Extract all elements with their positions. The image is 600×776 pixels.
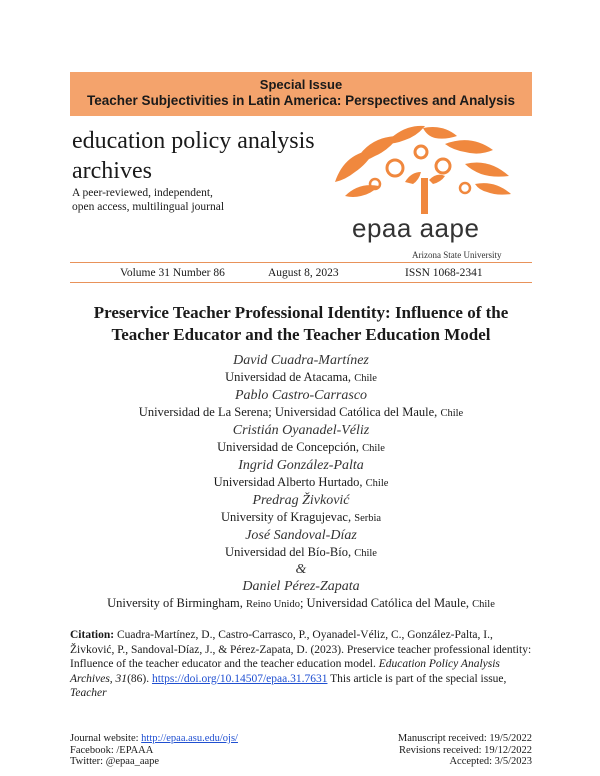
journal-title [72,126,332,186]
author-affiliation [70,595,532,613]
epaa-tree-logo-icon [325,122,525,214]
affiliation-country: Chile [362,443,385,454]
logo-wordmark: epaa aape [352,213,480,243]
logo-leaf [429,175,445,184]
journal-description [72,186,242,214]
affiliation-country: Chile [354,373,377,384]
article-title [70,302,532,346]
logo-swirl [387,160,403,176]
citation-block [70,628,532,701]
footer-dates [332,733,532,768]
author-affiliation [70,404,532,422]
logo-leaf [465,163,509,177]
affiliation-institution: Universidad de Atacama, [225,370,352,384]
author-name: David Cuadra-Martínez [233,353,369,368]
manuscript-received: Manuscript received: 19/5/2022 [397,733,532,744]
journal-website [70,733,238,745]
author-affiliation [70,369,532,387]
author-affiliation [70,509,532,527]
article-title-line2: Teacher Educator and the Teacher Education Model [111,325,491,344]
footer-contact [70,733,238,768]
logo-swirl [436,159,450,173]
bottom-divider [70,282,532,283]
journal-description-line1: A peer-reviewed, independent, [72,187,213,199]
author-name: Cristián Oyanadel-Véliz [232,423,370,438]
logo-leaf [423,127,457,139]
logo-swirl [460,183,470,193]
article-title-line1: Preservice Teacher Professional Identity: Influence of the [93,303,509,322]
journal-description-line2: open access, multilingual journal [72,201,225,213]
logo-trunk [421,178,428,214]
affiliation-country: Serbia [354,513,382,524]
affiliation-institution: Universidad de La Serena; Universidad Católica del Maule, [138,405,438,419]
ampersand: & [295,562,307,577]
affiliation-country: Reino Unido [245,599,300,610]
affiliation-country: Chile [472,599,495,610]
affiliation-country: Chile [440,408,464,419]
banner-issue-title: Teacher Subjectivities in Latin America: Perspectives and Analysis [87,93,515,108]
journal-title-line2: archives [72,158,152,184]
author-list [70,352,532,613]
accepted-date: Accepted: 3/5/2023 [449,756,532,767]
affiliation-country: Chile [365,478,389,489]
revisions-received: Revisions received: 19/12/2022 [399,744,532,756]
banner-label: Special Issue [259,77,343,92]
journal-title-line1: education policy analysis [72,128,315,154]
citation-special-issue: Teacher [70,687,107,699]
author-name: José Sandoval-Díaz [245,528,357,543]
publication-date: August 8, 2023 [268,267,339,279]
author-name: Daniel Pérez-Zapata [242,579,360,594]
logo-leaf [405,172,421,184]
logo-leaf [475,183,511,195]
citation-note: This article is part of the special issue, [327,672,507,685]
logo-leaf [345,185,379,197]
affiliation-institution: Universidad del Bío-Bío, [225,545,352,559]
citation-text: Cuadra-Martínez, D., Castro-Carrasco, P., Oyanadel-Véliz, C., González-Palta, I., Živković, P., Sandoval-Díaz, J., & Pérez-Zapata, D. (2023). Preservice teacher professional identity: Influence of the teacher educator and the teacher education model. [70,629,532,670]
doi-link[interactable]: https://doi.org/10.14507/epaa.31.7631 [151,672,328,685]
affiliation-country: Chile [354,548,377,559]
author-name: Ingrid González-Palta [238,458,364,473]
top-divider [70,262,532,263]
facebook-handle: Facebook: /EPAAA [70,744,154,756]
website-link[interactable]: http://epaa.asu.edu/ojs/ [141,733,238,744]
author-affiliation [70,474,532,492]
affiliation-institution: University of Birmingham, [107,596,243,610]
volume-number: Volume 31 Number 86 [120,267,225,279]
author-affiliation [70,544,532,562]
twitter-handle: Twitter: @epaa_aape [70,756,160,767]
logo-leaf [385,126,425,144]
logo-leaf [445,140,493,153]
university-name: Arizona State University [412,250,502,260]
citation-journal: Education Policy Analysis Archives, 31 [70,658,500,685]
author-affiliation [70,439,532,457]
issn: ISSN 1068-2341 [405,267,483,279]
citation-issue: (86). [127,672,152,685]
logo-swirl [415,146,427,158]
special-issue-banner [70,72,532,116]
website-label: Journal website: [70,733,142,744]
affiliation-institution: University of Kragujevac, [220,510,352,524]
affiliation-institution: Universidad Alberto Hurtado, [213,475,363,489]
affiliation-institution: Universidad de Concepción, [217,440,360,454]
author-name: Predrag Živković [252,493,350,508]
affiliation-institution: ; Universidad Católica del Maule, [299,596,470,610]
citation-label: Citation: [70,629,115,641]
author-name: Pablo Castro-Carrasco [234,388,368,403]
